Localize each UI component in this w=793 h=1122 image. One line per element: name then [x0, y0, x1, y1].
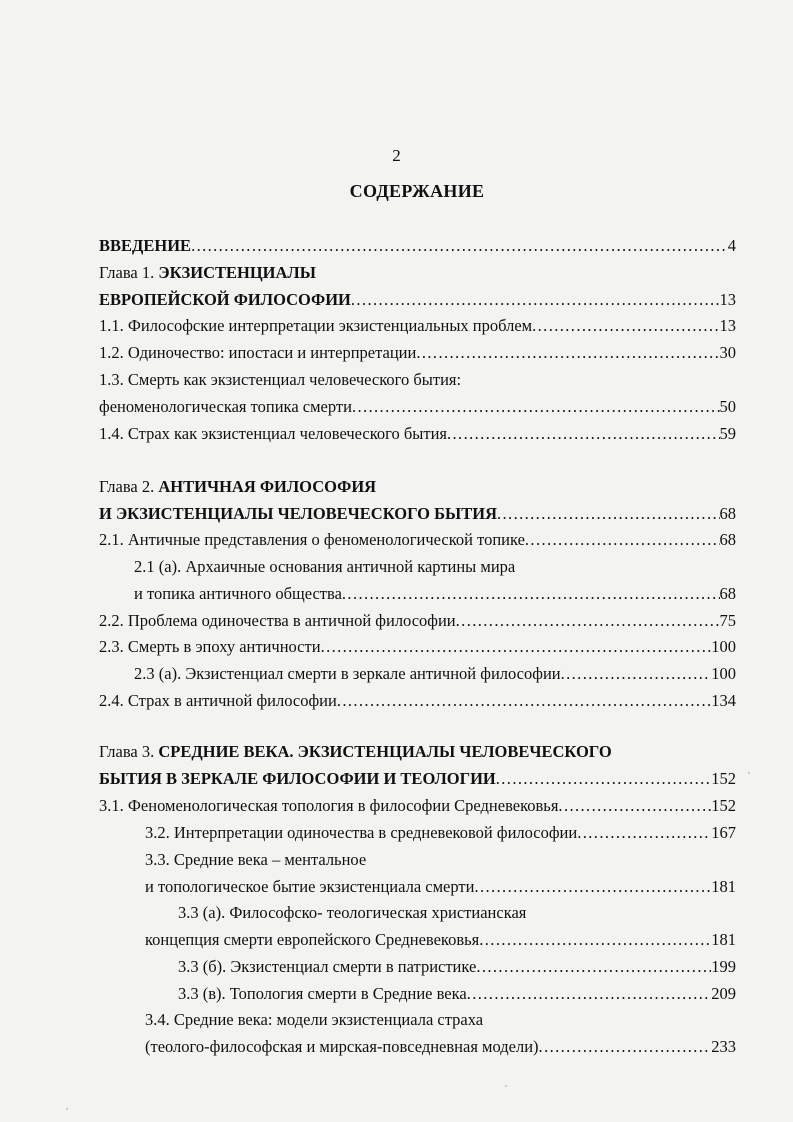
toc-entry-chapter-1[interactable]	[99, 290, 736, 310]
page-number: 2	[392, 146, 401, 165]
chapter-title-line: И ЭКЗИСТЕНЦИАЛЫ ЧЕЛОВЕЧЕСКОГО БЫТИЯ	[99, 504, 497, 523]
toc-page-number: 199	[711, 957, 736, 976]
toc-entry-label: и топика античного общества	[134, 584, 342, 603]
toc-entry-2-1[interactable]	[99, 530, 736, 550]
toc-entry-label: 3.3 (б). Экзистенциал смерти в патристике	[178, 957, 477, 976]
dot-leader	[191, 236, 728, 256]
dot-leader	[351, 290, 720, 310]
dot-leader	[476, 957, 711, 977]
toc-entry-1-2[interactable]	[99, 343, 736, 363]
toc-page-number: 100	[711, 664, 736, 683]
toc-page-number: 152	[711, 796, 736, 815]
toc-page-number: 68	[719, 504, 736, 523]
toc-page-number: 4	[727, 236, 736, 255]
toc-entry-label: 1.4. Страх как экзистенциал человеческого бытия	[99, 424, 447, 443]
scan-speck	[505, 1085, 507, 1087]
toc-page-number: 152	[711, 769, 736, 788]
toc-entry-1-1[interactable]	[99, 316, 736, 336]
chapter-title-line: ЭКЗИСТЕНЦИАЛЫ	[158, 263, 316, 282]
toc-entry-label: 1.2. Одиночество: ипостаси и интерпретации	[99, 343, 417, 362]
chapter-prefix: Глава 1.	[99, 263, 159, 282]
toc-entry-3-3v[interactable]	[178, 984, 736, 1004]
toc-entry-label: 3.1. Феноменологическая топология в философии Средневековья	[99, 796, 559, 815]
toc-page-number: 68	[719, 584, 736, 603]
toc-page-number: 181	[711, 930, 736, 949]
toc-entry-label: (теолого-философская и мирская-повседневная модели)	[145, 1037, 539, 1056]
toc-entry-label: ВВЕДЕНИЕ	[99, 236, 192, 255]
toc-page-number: 75	[719, 611, 736, 630]
toc-chapter-1-heading	[99, 263, 316, 283]
toc-entry-3-4[interactable]	[145, 1037, 736, 1057]
toc-chapter-3-heading	[99, 742, 612, 762]
toc-page-number: 13	[719, 290, 736, 309]
toc-entry-chapter-2[interactable]	[99, 504, 736, 524]
dot-leader	[337, 691, 711, 711]
toc-entry-introduction[interactable]	[99, 236, 736, 256]
scan-speck	[748, 772, 750, 774]
toc-entry-2-3[interactable]	[99, 637, 736, 657]
toc-page-number: 134	[711, 691, 736, 710]
chapter-prefix: Глава 3.	[99, 742, 159, 761]
toc-entry-3-3[interactable]	[145, 877, 736, 897]
toc-entry-label: 2.3. Смерть в эпоху античности	[99, 637, 321, 656]
dot-leader	[532, 316, 719, 336]
toc-entry-label: концепция смерти европейского Средневековья	[145, 930, 480, 949]
dot-leader	[342, 584, 720, 604]
toc-entry-3-3b[interactable]	[178, 957, 736, 977]
toc-entry-3-3a[interactable]	[145, 930, 736, 950]
chapter-title-line: БЫТИЯ В ЗЕРКАЛЕ ФИЛОСОФИИ И ТЕОЛОГИИ	[99, 769, 496, 788]
chapter-prefix: Глава 2.	[99, 477, 159, 496]
toc-entry-2-1a-line1: 2.1 (а). Архаичные основания античной картины мира	[134, 557, 516, 576]
dot-leader	[467, 984, 712, 1004]
dot-leader	[447, 424, 720, 444]
dot-leader	[456, 611, 720, 631]
toc-entry-3-1[interactable]	[99, 796, 736, 816]
dot-leader	[558, 796, 711, 816]
chapter-title-line: АНТИЧНАЯ ФИЛОСОФИЯ	[158, 477, 377, 496]
toc-entry-3-3a-line1: 3.3 (а). Философско- теологическая христианская	[178, 903, 527, 922]
toc-entry-label: 2.4. Страх в античной философии	[99, 691, 337, 710]
toc-entry-label: феноменологическая топика смерти	[99, 397, 352, 416]
toc-entry-label: 2.2. Проблема одиночества в античной философии	[99, 611, 456, 630]
toc-entry-1-4[interactable]	[99, 424, 736, 444]
toc-entry-1-3-line1: 1.3. Смерть как экзистенциал человеческого бытия:	[99, 370, 462, 389]
dot-leader	[479, 930, 711, 950]
toc-entry-label: 3.3 (в). Топология смерти в Средние века	[178, 984, 467, 1003]
dot-leader	[497, 504, 720, 524]
toc-entry-2-3a[interactable]	[134, 664, 736, 684]
toc-entry-2-1a[interactable]	[134, 584, 736, 604]
toc-page-number: 59	[719, 424, 736, 443]
toc-page-number: 13	[719, 316, 736, 335]
toc-entry-chapter-3[interactable]	[99, 769, 736, 789]
dot-leader	[525, 530, 720, 550]
toc-entry-label: 3.2. Интерпретации одиночества в средневековой философии	[145, 823, 578, 842]
page-title: СОДЕРЖАНИЕ	[349, 181, 485, 201]
toc-entry-3-3-line1: 3.3. Средние века – ментальное	[145, 850, 367, 869]
toc-entry-label: 2.3 (а). Экзистенциал смерти в зеркале античной философии	[134, 664, 561, 683]
dot-leader	[321, 637, 712, 657]
toc-entry-label: и топологическое бытие экзистенциала смерти	[145, 877, 475, 896]
dot-leader	[577, 823, 711, 843]
toc-entry-1-3[interactable]	[99, 397, 736, 417]
toc-page-number: 233	[711, 1037, 736, 1056]
toc-entry-3-2[interactable]	[145, 823, 736, 843]
toc-entry-label: 2.1. Античные представления о феноменологической топике	[99, 530, 525, 549]
dot-leader	[416, 343, 719, 363]
toc-page-number: 181	[711, 877, 736, 896]
dot-leader	[474, 877, 711, 897]
toc-page-number: 167	[711, 823, 736, 842]
toc-page-number: 50	[719, 397, 736, 416]
dot-leader	[539, 1037, 712, 1057]
toc-page-number: 209	[711, 984, 736, 1003]
toc-entry-2-2[interactable]	[99, 611, 736, 631]
dot-leader	[352, 397, 720, 417]
toc-page-number: 100	[711, 637, 736, 656]
scan-speck	[66, 1108, 68, 1110]
toc-page-number: 30	[719, 343, 736, 362]
chapter-title-line: ЕВРОПЕЙСКОЙ ФИЛОСОФИИ	[99, 290, 351, 309]
toc-entry-2-4[interactable]	[99, 691, 736, 711]
toc-entry-label: 1.1. Философские интерпретации экзистенциальных проблем	[99, 316, 533, 335]
dot-leader	[561, 664, 712, 684]
toc-entry-3-4-line1: 3.4. Средние века: модели экзистенциала страха	[145, 1010, 484, 1029]
toc-page-number: 68	[719, 530, 736, 549]
dot-leader	[496, 769, 712, 789]
chapter-title-line: СРЕДНИЕ ВЕКА. ЭКЗИСТЕНЦИАЛЫ ЧЕЛОВЕЧЕСКОГО	[158, 742, 612, 761]
toc-chapter-2-heading	[99, 477, 376, 497]
